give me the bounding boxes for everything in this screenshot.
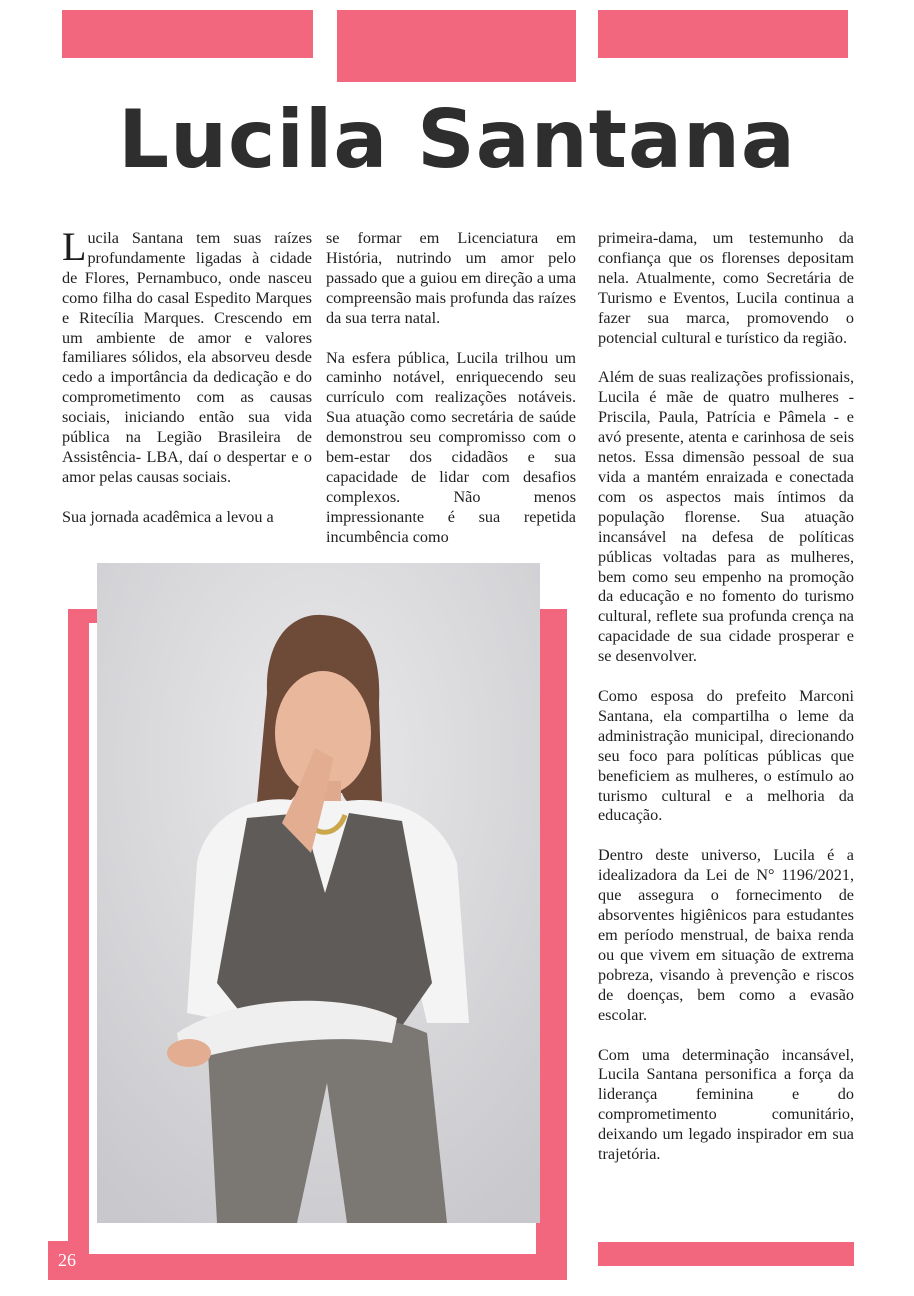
paragraph: Como esposa do prefeito Marconi Santana, ela compartilha o leme da administração municipal, direcionando seu foco para políticas públicas que beneficiem as mulheres, o estímulo ao turismo cultural e a melhoria da educação. bbox=[598, 687, 854, 825]
paragraph: Com uma determinação incansável, Lucila Santana personifica a força da liderança feminina e do comprometimento comunitário, deixando um legado inspirador em sua trajetória. bbox=[598, 1045, 854, 1164]
portrait-photo bbox=[97, 563, 540, 1223]
paragraph-text: ucila Santana tem suas raízes profundamente ligadas à cidade de Flores, Pernambuco, onde nasceu como filha do casal Espedito Marques e Ritecília Marques. Crescendo em um ambiente de amor e valores familiares sólidos, ela absorveu desde cedo a importância da dedicação e do comprometimento com as causas sociais, iniciando então sua vida pública na Legião Brasileira de Assistência- LBA, daí o despertar e o amor pelas causas sociais. bbox=[62, 229, 312, 486]
paragraph: Na esfera pública, Lucila trilhou um caminho notável, enriquecendo seu currículo com realizações notáveis. Sua atuação como secretária de saúde demonstrou seu compromisso com o bem-estar dos cidadãos e sua capacidade de lidar com desafios complexos. Não menos impressionante é sua repetida incumbência como bbox=[326, 348, 576, 546]
paragraph: Além de suas realizações profissionais, Lucila é mãe de quatro mulheres - Priscila, Paula, Patrícia e Pâmela - e avó presente, atenta e carinhosa de seis netos. Essa dimensão pessoal de sua vida a mantém enraizada e conectada com os aspectos mais íntimos da população florense. Sua atuação incansável na defesa de políticas públicas voltadas para as mulheres, bem como seu empenho na promoção da educação e no fomento do turismo cultural, reflete sua profunda crença na capacidade de sua cidade prosperar e se desenvolver. bbox=[598, 368, 854, 666]
paragraph: Dentro deste universo, Lucila é a idealizadora da Lei de N° 1196/2021, que assegura o fornecimento de absorventes higiênicos para estudantes em período menstrual, de baixa renda ou que vivem em situação de extrema pobreza, visando à prevenção e riscos de doenças, bem como a evasão escolar. bbox=[598, 846, 854, 1024]
text-column-2 bbox=[326, 229, 576, 548]
article-title: Lucila Santana bbox=[118, 93, 796, 186]
top-bar-left bbox=[62, 10, 313, 58]
text-column-1 bbox=[62, 224, 312, 528]
bottom-bar-right bbox=[598, 1242, 854, 1266]
paragraph bbox=[62, 224, 312, 488]
paragraph: Sua jornada acadêmica a levou a bbox=[62, 507, 274, 526]
top-bar-right bbox=[598, 10, 848, 58]
drop-cap: L bbox=[62, 224, 87, 269]
paragraph: primeira-dama, um testemunho da confiança que os florenses depositam nela. Atualmente, como Secretária de Turismo e Eventos, Lucila continua a fazer sua marca, promovendo o potencial cultural e turístico da região. bbox=[598, 229, 854, 347]
page-number: 26 bbox=[48, 1241, 86, 1280]
top-bar-center bbox=[337, 10, 576, 82]
text-column-3 bbox=[598, 229, 854, 1165]
paragraph: se formar em Licenciatura em História, nutrindo um amor pelo passado que a guiou em direção a uma compreensão mais profunda das raízes da sua terra natal. bbox=[326, 229, 576, 327]
